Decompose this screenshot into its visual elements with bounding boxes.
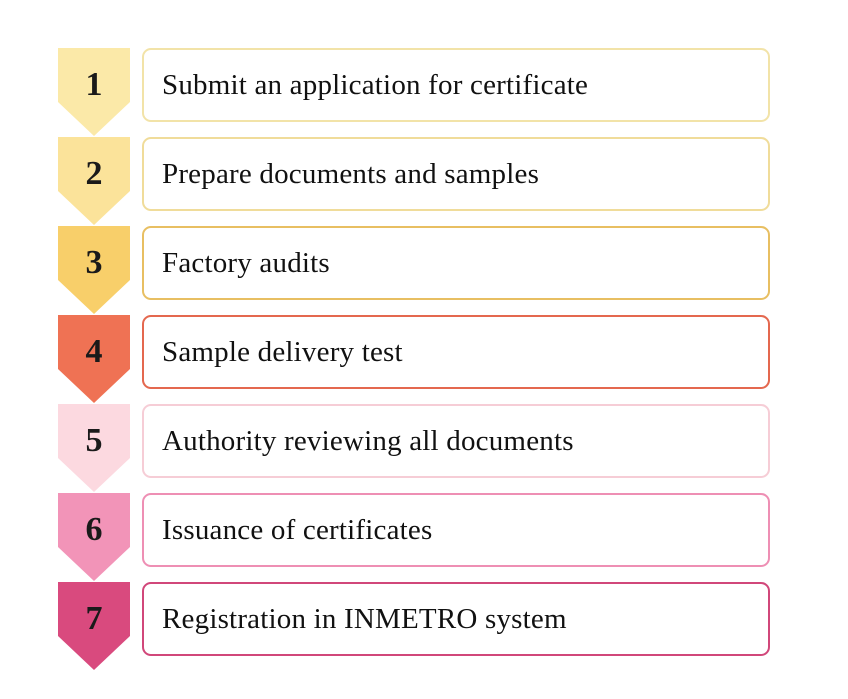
step-label: Issuance of certificates [162,514,433,546]
step-number: 7 [85,600,103,637]
process-step [58,48,770,122]
process-step [58,582,770,656]
step-number: 6 [85,511,103,548]
step-label: Sample delivery test [162,336,403,368]
step-number: 1 [85,66,103,103]
process-step [58,226,770,300]
process-step [58,315,770,389]
step-label: Submit an application for certificate [162,69,589,101]
process-step [58,493,770,567]
step-number: 2 [85,155,103,192]
step-label: Factory audits [162,247,330,279]
step-number: 5 [85,422,103,459]
step-label: Prepare documents and samples [162,158,540,190]
process-step [58,137,770,211]
step-number: 3 [85,244,103,281]
step-label: Registration in INMETRO system [162,603,567,635]
process-step [58,404,770,478]
step-label: Authority reviewing all documents [162,425,574,457]
step-number: 4 [85,333,103,370]
